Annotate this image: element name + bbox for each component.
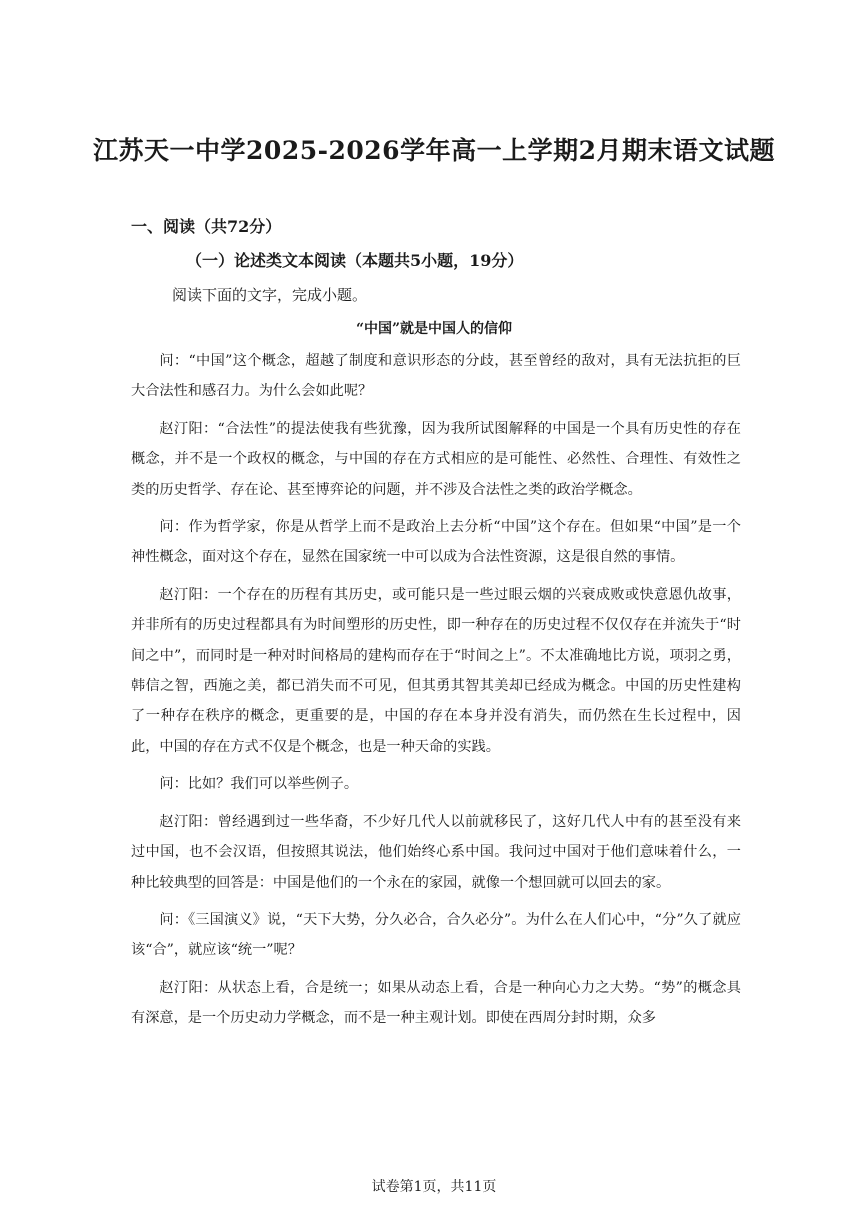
page-footer: 试卷第1页，共11页	[371, 1179, 497, 1195]
paragraph-question-2: 问：作为哲学家，你是从哲学上而不是政治上去分析“中国”这个存在。但如果“中国”是一个神性概念，面对这个存在，显然在国家统一中可以成为合法性资源，这是很自然的事情。	[131, 519, 741, 566]
document-title: 江苏天一中学2025-2026学年高一上学期2月期末语文试题	[93, 136, 775, 165]
paragraph-answer-1: 赵汀阳：“合法性”的提法使我有些犹豫，因为我所试图解释的中国是一个具有历史性的存在概念，并不是一个政权的概念，与中国的存在方式相应的是可能性、必然性、合理性、有效性之类的历史哲学、存在论、甚至博弈论的问题，并不涉及合法性之类的政治学概念。	[131, 420, 741, 498]
reading-instruction: 阅读下面的文字，完成小题。	[172, 286, 368, 304]
paragraph-answer-3: 赵汀阳：曾经遇到过一些华裔，不少好几代人以前就移民了，这好几代人中有的甚至没有来过中国，也不会汉语，但按照其说法，他们始终心系中国。我问过中国对于他们意味着什么，一种比较典型的回答是：中国是他们的一个永在的家园，就像一个想回就可以回去的家。	[131, 813, 741, 891]
article-title: “中国”就是中国人的信仰	[355, 321, 513, 337]
section-heading: 一、阅读（共72分）	[131, 217, 282, 236]
paragraph-question-4: 问：《三国演义》说，“天下大势，分久必合，合久必分”。为什么在人们心中，“分”久了就应该“合”，就应该“统一”呢？	[131, 911, 741, 959]
paragraph-question-1: 问：“中国”这个概念，超越了制度和意识形态的分歧，甚至曾经的敌对，具有无法抗拒的巨大合法性和感召力。为什么会如此呢？	[131, 353, 741, 400]
subsection-heading: （一）论述类文本阅读（本题共5小题，19分）	[186, 251, 524, 270]
paragraph-question-3: 问：比如？我们可以举些例子。	[159, 776, 359, 793]
paragraph-answer-4: 赵汀阳：从状态上看，合是统一；如果从动态上看，合是一种向心力之大势。“势”的概念具有深意，是一个历史动力学概念，而不是一种主观计划。即使在西周分封时期，众多	[131, 979, 741, 1027]
article-body	[131, 346, 741, 1041]
paragraph-answer-2: 赵汀阳：一个存在的历程有其历史，或可能只是一些过眼云烟的兴衰成败或快意恩仇故事，并非所有的历史过程都具有为时间塑形的历史性，即一种存在的历史过程不仅仅存在并流失于“时间之中”，而同时是一种对时间格局的建构而存在于“时间之上”。不太准确地比方说，项羽之勇，韩信之智，西施之美，都已消失而不可见，但其勇其智其美却已经成为概念。中国的历史性建构了一种存在秩序的概念，更重要的是，中国的存在本身并没有消失，而仍然在生长过程中，因此，中国的存在方式不仅是个概念，也是一种天命的实践。	[131, 586, 741, 755]
